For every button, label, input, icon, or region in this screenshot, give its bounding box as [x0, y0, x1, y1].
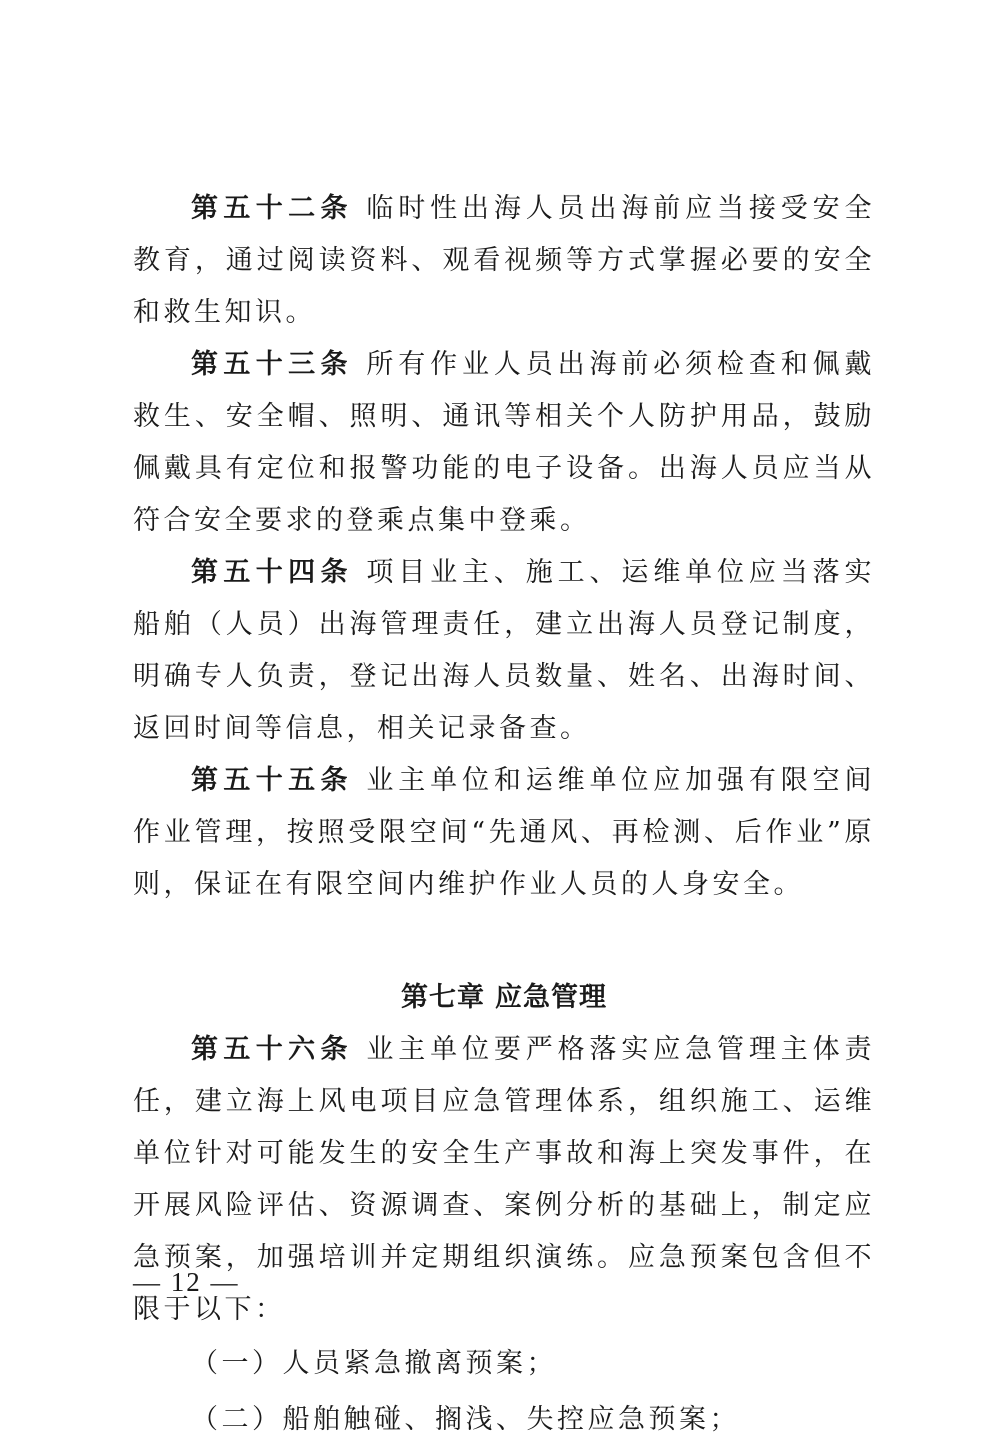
chapter-number: 第七章	[401, 982, 485, 1013]
article-title: 第五十四条	[191, 557, 353, 588]
chapter-heading	[133, 972, 875, 1024]
document-page	[133, 183, 875, 1448]
article-text: 业主单位和运维单位应加强有限空间作业管理，按照受限空间“先通风、再检测、后作业”原则，保证在有限空间内维护作业人员的人身安全。	[133, 765, 876, 900]
article-text: 业主单位要严格落实应急管理主体责任，建立海上风电项目应急管理体系，组织施工、运维单位针对可能发生的安全生产事故和海上突发事件，在开展风险评估、资源调查、案例分析的基础上，制定应急预案，加强培训并定期组织演练。应急预案包含但不限于以下：	[133, 1034, 876, 1325]
article-54	[133, 547, 875, 755]
article-52	[133, 183, 875, 339]
article-text: 所有作业人员出海前必须检查和佩戴救生、安全帽、照明、通讯等相关个人防护用品，鼓励佩戴具有定位和报警功能的电子设备。出海人员应当从符合安全要求的登乘点集中登乘。	[133, 349, 876, 536]
article-title: 第五十六条	[191, 1034, 353, 1065]
article-53	[133, 339, 875, 547]
article-title: 第五十三条	[191, 349, 353, 380]
article-title: 第五十五条	[191, 765, 353, 796]
list-item: （一）人员紧急撤离预案；	[191, 1348, 557, 1379]
chapter-name: 应急管理	[495, 982, 607, 1013]
article-55	[133, 755, 875, 911]
article-56	[133, 1024, 875, 1336]
article-text: 临时性出海人员出海前应当接受安全教育，通过阅读资料、观看视频等方式掌握必要的安全和救生知识。	[133, 193, 876, 328]
list-item: （二）船舶触碰、搁浅、失控应急预案；	[191, 1404, 740, 1435]
page-number: — 12 —	[133, 1267, 240, 1297]
article-text: 项目业主、施工、运维单位应当落实船舶（人员）出海管理责任，建立出海人员登记制度，明确专人负责，登记出海人员数量、姓名、出海时间、返回时间等信息，相关记录备查。	[133, 557, 876, 744]
article-title: 第五十二条	[191, 193, 353, 224]
